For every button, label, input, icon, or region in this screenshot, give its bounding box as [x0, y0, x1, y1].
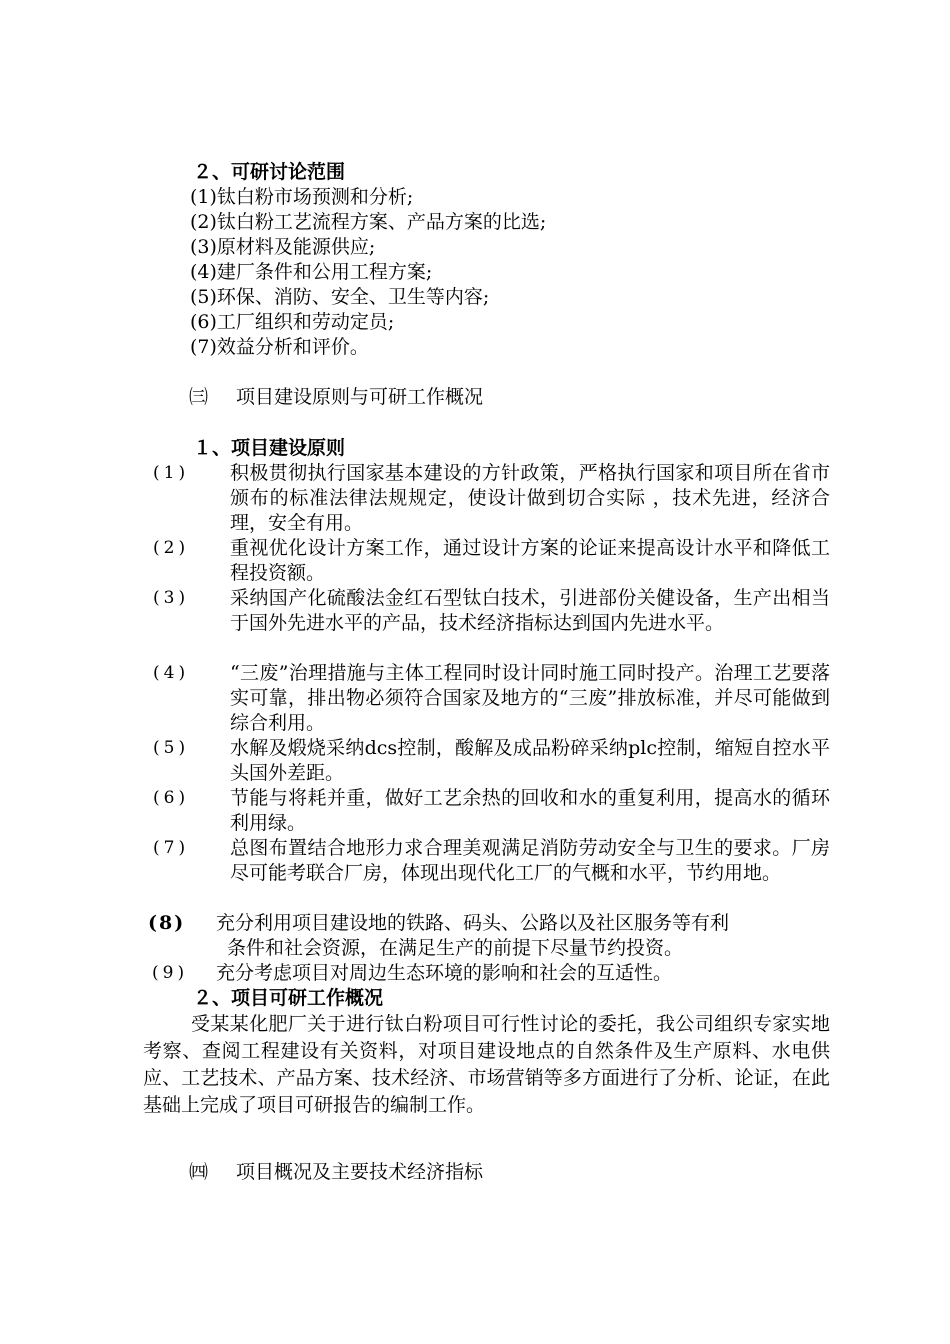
overview-paragraph: 受某某化肥厂关于进行钛白粉项目可行性讨论的委托，我公司组织专家实地考察、查阅工程建设有关资料，对项目建设地点的自然条件及生产原料、水电供应、工艺技术、产品方案、技术经济、市场营销等多方面进行了分析、论证，在此基础上完成了项目可研报告的编制工作。: [143, 1013, 830, 1116]
principle-text: 总图布置结合地形力求合理美观满足消防劳动安全与卫生的要求。厂房尽可能考联合厂房，体现出现代化工厂的气概和水平，节约用地。: [230, 837, 830, 884]
principle-number: (2): [153, 538, 190, 558]
part4-marker: ㈣: [189, 1161, 209, 1183]
principle-number: (5): [153, 738, 190, 758]
principle-text: 水解及煅烧采纳dcs控制，酸解及成品粉碎采纳plc控制，缩短自控水平头国外差距。: [230, 737, 830, 784]
principles-heading: １、项目建设原则: [193, 437, 346, 459]
principle-number: (7): [153, 838, 190, 858]
principle-text: 充分利用项目建设地的铁路、码头、公路以及社区服务等有利: [216, 912, 730, 934]
principle-number: (4): [153, 663, 190, 683]
principle-text: “三废”治理措施与主体工程同时设计同时施工同时投产。治理工艺要落实可靠，排出物必须符合国家及地方的“三废”排放标准，并尽可能做到综合利用。: [230, 662, 830, 734]
principle-number: (6): [153, 788, 190, 808]
scope-item: (5)环保、消防、安全、卫生等内容;: [190, 286, 490, 308]
part3-title: 项目建设原则与可研工作概况: [236, 386, 484, 408]
principle-text: 采纳国产化硫酸法金红石型钛白技术，引进部份关健设备，生产出相当于国外先进水平的产品，技术经济指标达到国内先进水平。: [230, 587, 830, 634]
principle-number: (3): [153, 588, 190, 608]
scope-item: (7)效益分析和评价。: [190, 336, 369, 358]
principle-number: (1): [153, 463, 190, 483]
scope-heading: ２、可研讨论范围: [193, 161, 346, 183]
principle-number: (9): [152, 963, 189, 983]
scope-item: (3)原材料及能源供应;: [190, 236, 376, 258]
part3-marker: ㈢: [189, 386, 209, 408]
principle-text: 积极贯彻执行国家基本建设的方针政策，严格执行国家和项目所在省市颁布的标准法律法规规定，使设计做到切合实际 ，技术先进，经济合理，安全有用。: [230, 462, 830, 534]
principle-text: 节能与将耗并重，做好工艺余热的回收和水的重复利用，提高水的循环利用绿。: [230, 787, 830, 834]
principle-text: 条件和社会资源，在满足生产的前提下尽量节约投资。: [227, 937, 684, 959]
overview-heading: ２、项目可研工作概况: [193, 987, 384, 1009]
part4-title: 项目概况及主要技术经济指标: [236, 1161, 484, 1183]
scope-item: (1)钛白粉市场预测和分析;: [190, 186, 414, 208]
scope-item: (2)钛白粉工艺流程方案、产品方案的比选;: [190, 211, 547, 233]
principle-text: 重视优化设计方案工作，通过设计方案的论证来提高设计水平和降低工程投资额。: [230, 537, 830, 584]
principle-number: (8): [148, 912, 186, 934]
scope-item: (4)建厂条件和公用工程方案;: [190, 261, 433, 283]
principle-text: 充分考虑项目对周边生态环境的影响和社会的互适性。: [216, 962, 673, 984]
scope-item: (6)工厂组织和劳动定员;: [190, 311, 395, 333]
